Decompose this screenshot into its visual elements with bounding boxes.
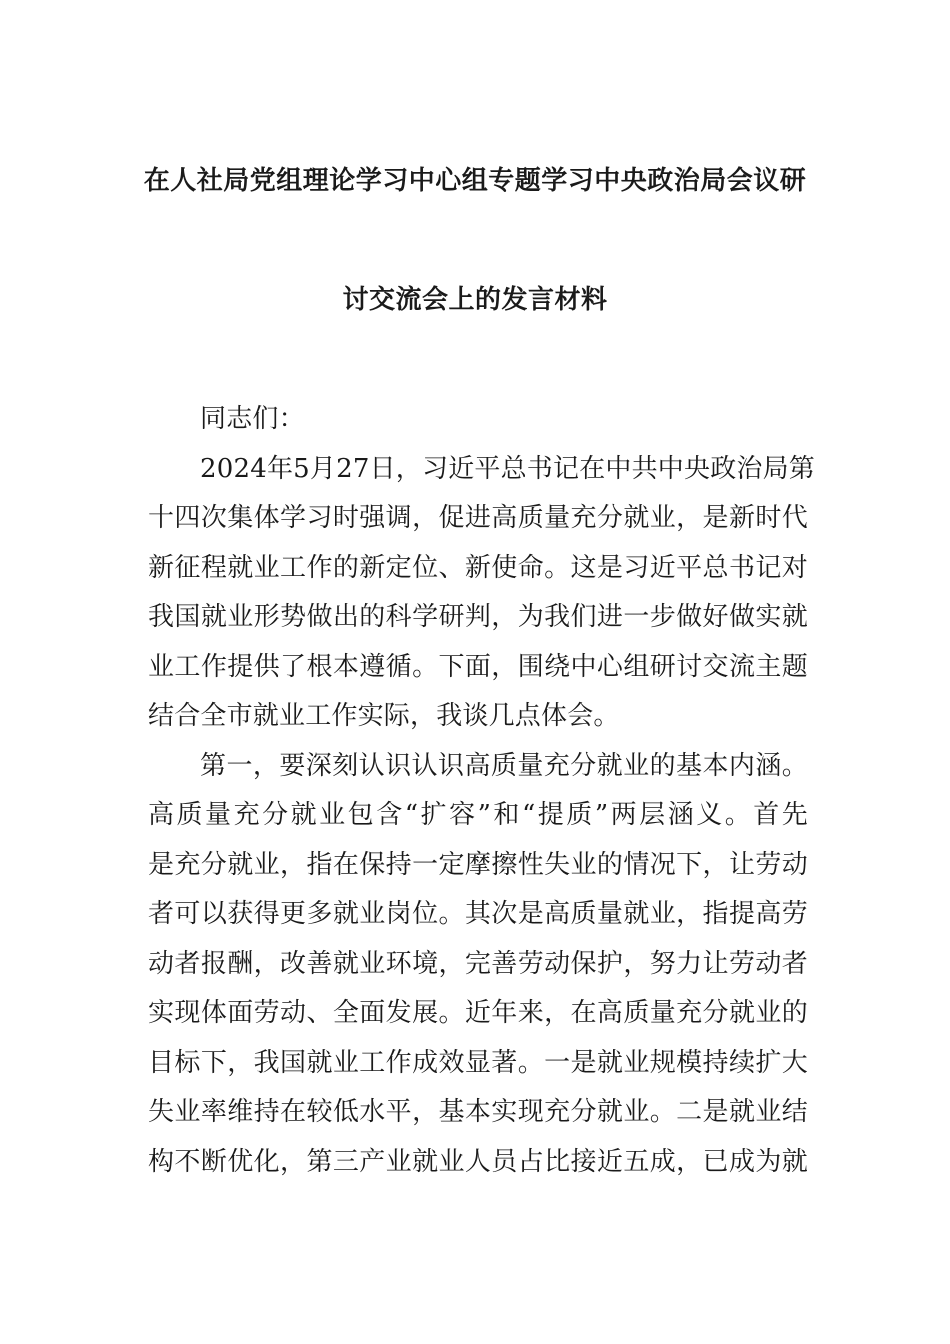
body-text-line: 高质量充分就业包含“扩容”和“提质”两层涵义。首先 [148, 800, 808, 830]
document-title-line-2: 讨交流会上的发言材料 [342, 285, 608, 315]
body-text-line: 构不断优化，第三产业就业人员占比接近五成，已成为就 [148, 1146, 808, 1177]
body-text-line: 失业率维持在较低水平，基本实现充分就业。二是就业结 [148, 1097, 808, 1127]
document-title-line-1: 在人社局党组理论学习中心组专题学习中央政治局会议研 [143, 166, 807, 196]
body-text-line: 目标下，我国就业工作成效显著。一是就业规模持续扩大 [148, 1047, 808, 1078]
body-text-line: 十四次集体学习时强调，促进高质量充分就业，是新时代 [148, 503, 808, 533]
body-text-line: 是充分就业，指在保持一定摩擦性失业的情况下，让劳动 [148, 849, 808, 880]
body-text-line: 实现体面劳动、全面发展。近年来，在高质量充分就业的 [148, 998, 808, 1028]
body-text-line: 结合全市就业工作实际，我谈几点体会。 [148, 701, 620, 731]
body-text-line: 新征程就业工作的新定位、新使命。这是习近平总书记对 [148, 552, 808, 583]
document-body [148, 395, 815, 1187]
body-text-line: 同志们： [200, 404, 305, 434]
body-text-line: 者可以获得更多就业岗位。其次是高质量就业，指提高劳 [148, 899, 808, 929]
body-text-line: 我国就业形势做出的科学研判，为我们进一步做好做实就 [148, 602, 808, 632]
body-text-line: 动者报酬，改善就业环境，完善劳动保护，努力让劳动者 [148, 948, 808, 979]
body-text-line: 业工作提供了根本遵循。下面，围绕中心组研讨交流主题 [148, 651, 808, 682]
body-text-line: 第一，要深刻认识认识高质量充分就业的基本内涵。 [200, 750, 808, 781]
body-text-line: 2024年5月27日，习近平总书记在中共中央政治局第 [200, 453, 815, 484]
